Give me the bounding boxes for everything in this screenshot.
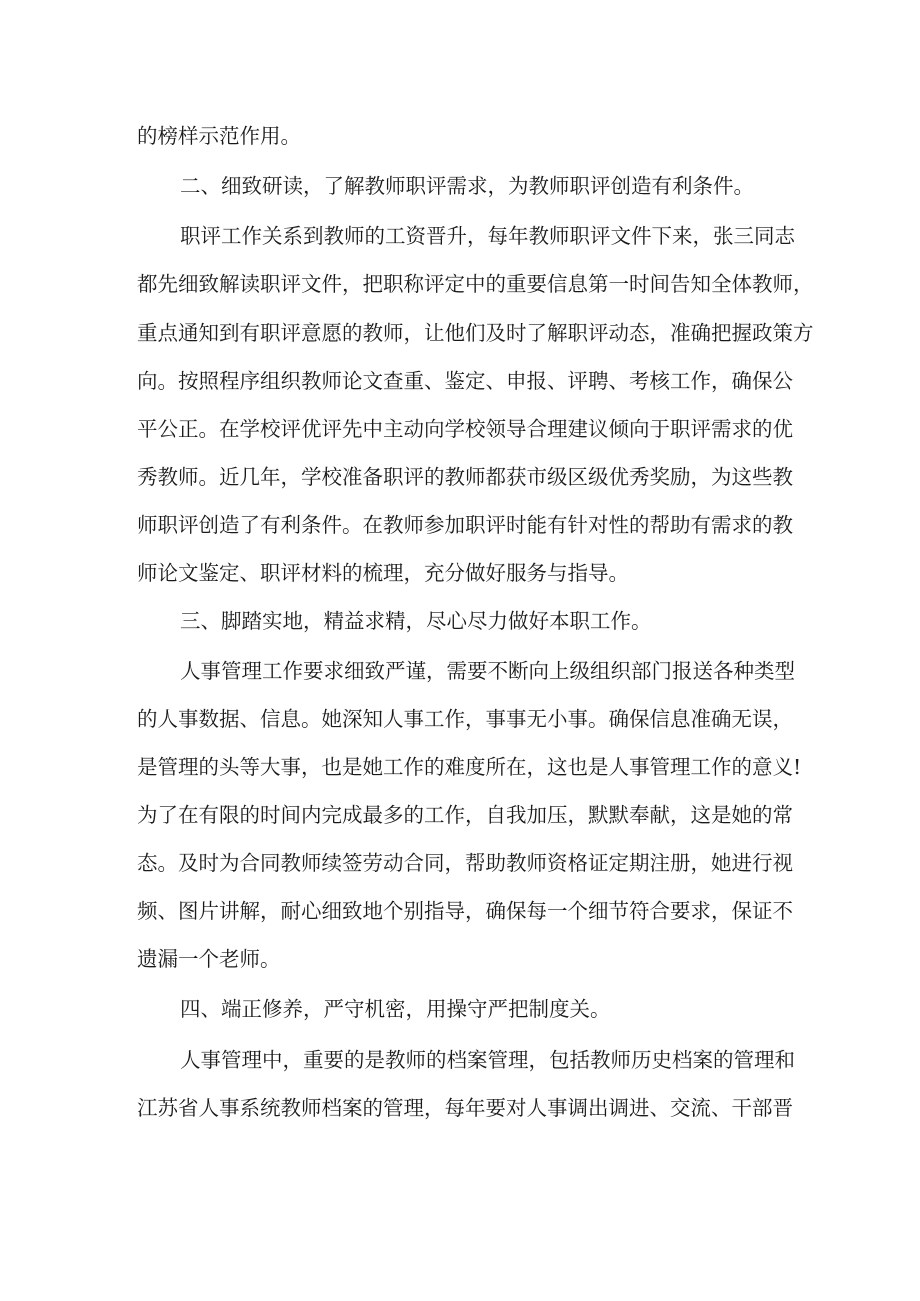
paragraph-line: 人事管理工作要求细致严谨，需要不断向上级组织部门报送各种类型: [180, 659, 795, 683]
paragraph-line: 是管理的头等大事，也是她工作的难度所在，这也是人事管理工作的意义!: [137, 755, 802, 779]
section-heading: 四、端正修养，严守机密，用操守严把制度关。: [180, 997, 611, 1021]
section-heading: 二、细致研读，了解教师职评需求，为教师职评创造有利条件。: [180, 174, 754, 198]
paragraph-line: 频、图片讲解，耐心细致地个别指导，确保每一个细节符合要求，保证不: [137, 899, 793, 923]
paragraph-line: 遗漏一个老师。: [137, 947, 281, 971]
paragraph-line: 态。及时为合同教师续签劳动合同，帮助教师资格证定期注册，她进行视: [137, 851, 793, 875]
paragraph-line: 的榜样示范作用。: [137, 124, 301, 148]
paragraph-line: 职评工作关系到教师的工资晋升，每年教师职评文件下来，张三同志: [180, 224, 795, 248]
paragraph-line: 向。按照程序组织教师论文查重、鉴定、申报、评聘、考核工作，确保公: [137, 369, 793, 393]
paragraph-line: 江苏省人事系统教师档案的管理，每年要对人事调出调进、交流、干部晋: [137, 1096, 793, 1120]
section-heading: 三、脚踏实地，精益求精，尽心尽力做好本职工作。: [180, 609, 652, 633]
paragraph-line: 师职评创造了有利条件。在教师参加职评时能有针对性的帮助有需求的教: [137, 513, 793, 537]
paragraph-line: 平公正。在学校评优评先中主动向学校领导合理建议倾向于职评需求的优: [137, 417, 793, 441]
paragraph-line: 为了在有限的时间内完成最多的工作，自我加压，默默奉献，这是她的常: [137, 803, 793, 827]
paragraph-line: 人事管理中，重要的是教师的档案管理，包括教师历史档案的管理和: [180, 1048, 795, 1072]
paragraph-line: 师论文鉴定、职评材料的梳理，充分做好服务与指导。: [137, 561, 629, 585]
paragraph-line: 秀教师。近几年，学校准备职评的教师都获市级区级优秀奖励，为这些教: [137, 465, 793, 489]
paragraph-line: 都先细致解读职评文件，把职称评定中的重要信息第一时间告知全体教师，: [137, 272, 814, 296]
paragraph-line: 的人事数据、信息。她深知人事工作，事事无小事。确保信息准确无误，: [137, 707, 793, 731]
paragraph-line: 重点通知到有职评意愿的教师，让他们及时了解职评动态，准确把握政策方: [137, 321, 814, 345]
